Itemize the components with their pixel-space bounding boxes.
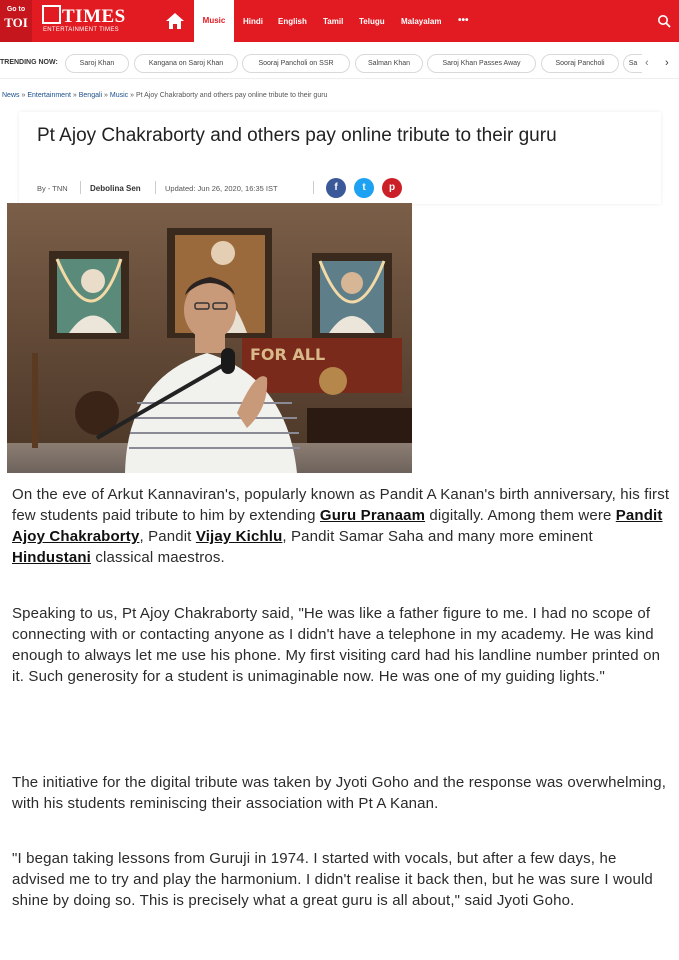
updated-timestamp: Updated: Jun 26, 2020, 16:35 IST — [165, 184, 278, 193]
breadcrumb-bengali[interactable]: Bengali — [78, 92, 103, 99]
trending-label: TRENDING NOW: — [0, 59, 58, 66]
goto-toi-button[interactable] — [0, 0, 32, 42]
link-vijay-kichlu[interactable]: Vijay Kichlu — [195, 528, 283, 545]
trending-item[interactable]: Saroj Khan Passes Away — [427, 54, 536, 73]
meta-divider — [80, 181, 81, 194]
nav-item-malayalam[interactable]: Malayalam — [401, 17, 442, 26]
search-icon[interactable] — [657, 14, 671, 28]
paragraph-text: classical maestros. — [91, 549, 225, 566]
trending-prev-icon[interactable]: ‹ — [645, 57, 649, 69]
link-hindustani[interactable]: Hindustani — [12, 549, 91, 566]
byline-label: By - TNN — [37, 184, 68, 193]
etimes-logo[interactable] — [42, 5, 142, 37]
home-icon[interactable] — [164, 11, 186, 31]
tab-music[interactable] — [194, 0, 234, 42]
breadcrumb-separator: » — [104, 92, 108, 99]
link-pandit-ajoy-chakraborty[interactable]: Pandit Ajoy Chakraborty — [12, 507, 663, 545]
paragraph-text: , Pandit — [139, 528, 196, 545]
trending-item[interactable]: Kangana on Saroj Khan — [134, 54, 238, 73]
article-photo-illustration — [7, 203, 412, 473]
article-photo[interactable] — [7, 203, 412, 473]
breadcrumb-current: Pt Ajoy Chakraborty and others pay online tribute to their guru — [136, 92, 328, 99]
meta-divider — [313, 181, 314, 194]
article-paragraph — [12, 484, 672, 568]
facebook-share-icon[interactable]: f — [326, 178, 346, 198]
meta-divider — [155, 181, 156, 194]
e-box-icon — [42, 5, 61, 24]
article-paragraph: Speaking to us, Pt Ajoy Chakraborty said, "He was like a father figure to me. I had no scope of connecting with or contacting anyone as I didn't have a telephone in my academy. He was kind enough to always let me use his phone. My first visiting card had his landline number printed on it. Such generosity for a student is unimaginable now. He was one of my guiding lights." — [12, 605, 661, 685]
pinterest-share-icon[interactable]: p — [382, 178, 402, 198]
more-menu-button[interactable]: ••• — [458, 15, 469, 26]
trending-item[interactable]: Saroj Khan — [65, 54, 129, 73]
nav-item-tamil[interactable]: Tamil — [323, 17, 344, 26]
toi-logo: TOI — [4, 15, 28, 30]
breadcrumb-separator: » — [72, 92, 77, 99]
top-nav — [0, 0, 679, 42]
article-paragraph: "I began taking lessons from Guruji in 1974. I started with vocals, but after a few days, he advised me to try and play the harmonium. I didn't realise it back then, but he was sure I would shine by doing so. This is precisely what a great guru is all about," said Jyoti Goho. — [12, 850, 653, 909]
breadcrumb-entertainment[interactable]: Entertainment — [27, 92, 71, 99]
author-link[interactable]: Debolina Sen — [90, 184, 141, 193]
trending-bar — [0, 48, 679, 79]
nav-item-hindi[interactable]: Hindi — [243, 17, 263, 26]
breadcrumb — [2, 92, 327, 99]
trending-item[interactable]: Sooraj Pancholi — [541, 54, 619, 73]
breadcrumb-separator: » — [21, 92, 26, 99]
trending-item[interactable]: Sooraj Pancholi on SSR — [242, 54, 350, 73]
link-guru-pranaam[interactable]: Guru Pranaam — [319, 507, 426, 524]
article-paragraph: The initiative for the digital tribute was taken by Jyoti Goho and the response was overwhelming, with his students reminiscing their association with Pt A Kanan. — [12, 774, 667, 812]
breadcrumb-music[interactable]: Music — [109, 92, 129, 99]
twitter-share-icon[interactable]: t — [354, 178, 374, 198]
breadcrumb-separator: » — [130, 92, 135, 99]
brand-logo-mark — [42, 5, 126, 28]
trending-next-icon[interactable]: › — [665, 57, 669, 69]
nav-item-telugu[interactable]: Telugu — [359, 17, 385, 26]
breadcrumb-news[interactable]: News — [2, 92, 20, 99]
goto-label: Go to — [6, 6, 26, 13]
brand-logo: TIMES — [62, 6, 126, 27]
paragraph-text: On the eve of Arkut Kannaviran's, popularly known as Pandit A Kanan's birth anniversary, his first few students paid tribute to him by extending — [12, 486, 670, 524]
trending-item[interactable]: Sa — [623, 54, 642, 73]
photo-banner-text: FOR ALL — [250, 345, 326, 364]
tab-music-label: Music — [202, 16, 226, 25]
trending-item[interactable]: Salman Khan — [355, 54, 423, 73]
paragraph-text: digitally. Among them were — [425, 507, 616, 524]
page-title: Pt Ajoy Chakraborty and others pay online tribute to their guru — [37, 125, 557, 146]
paragraph-text: , Pandit Samar Saha and many more eminent — [282, 528, 593, 545]
nav-item-english[interactable]: English — [278, 17, 307, 26]
brand-subtitle: ENTERTAINMENT TIMES — [43, 27, 119, 33]
